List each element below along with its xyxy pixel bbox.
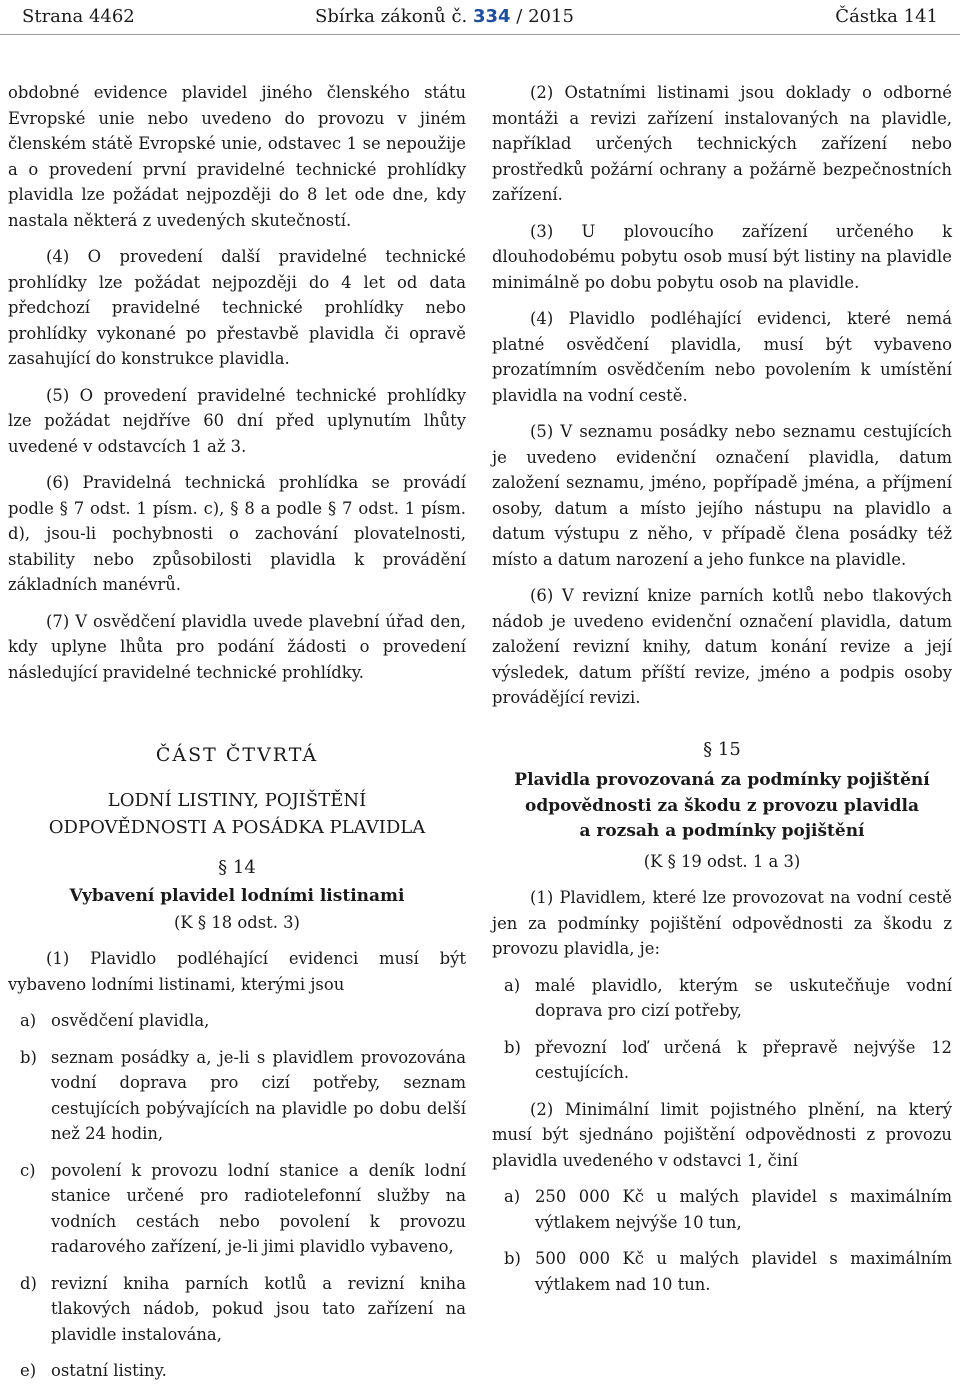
part-heading-line-1: LODNÍ LISTINY, POJIŠTĚNÍ bbox=[107, 789, 367, 811]
list-item bbox=[492, 973, 952, 1024]
list-marker: b) bbox=[20, 1047, 37, 1067]
paragraph-7: (7) V osvědčení plavidla uvede plavební úřad den, kdy uplyne lhůta pro podání žádosti o provedení následující pravidelné technické prohlídky. bbox=[8, 611, 466, 682]
list-item bbox=[492, 1035, 952, 1086]
list-marker: d) bbox=[20, 1273, 37, 1293]
list-item-text: seznam posádky a, je-li s plavidlem provozována vodní doprava pro cizí potřeby, seznam cestujících pobývajících na plavidle po dobu delší než 24 hodin, bbox=[51, 1047, 466, 1143]
right-column bbox=[492, 80, 952, 1308]
list-item bbox=[492, 1184, 952, 1235]
list-item-text: 500 000 Kč u malých plavidel s maximálním výtlakem nad 10 tun. bbox=[535, 1249, 952, 1294]
paragraph-6: (6) V revizní knize parních kotlů nebo tlakových nádob je uvedeno evidenční označení plavidla, datum založení revizní knihy, datum konání revize a její výsledek, datum příští revize, jméno a podpis osoby provádějící revizi. bbox=[492, 586, 952, 707]
list-marker: c) bbox=[20, 1160, 36, 1180]
section-15-paragraph-2: (2) Minimální limit pojistného plnění, na který musí být sjednáno pojištění odpovědnosti z provozu plavidla uvedeného v odstavci 1, činí bbox=[492, 1099, 952, 1170]
plavidla-list bbox=[492, 973, 952, 1086]
paragraph-4: (4) Plavidlo podléhající evidenci, které nemá platné osvědčení plavidla, musí být vybaveno prozatímním osvědčením nebo povolením k umístění plavidla na vodní cestě. bbox=[492, 309, 952, 405]
section-title: Vybavení plavidel lodními listinami bbox=[69, 886, 405, 906]
collection-title bbox=[315, 0, 574, 34]
section-number: § 14 bbox=[218, 856, 256, 878]
paragraph-3: (3) U plovoucího zařízení určeného k dlouhodobému pobytu osob musí být listiny na plavidle minimálně po dobu pobytu osob na plavidle. bbox=[492, 221, 952, 292]
paragraph-2: (2) Ostatními listinami jsou doklady o odborné montáži a revizi zařízení instalovaných na plavidle, například určených technických zařízení nebo prostředků požární ochrany a požárně bezpečnostních zařízení. bbox=[492, 83, 952, 204]
limit-list bbox=[492, 1184, 952, 1297]
collection-year: / 2015 bbox=[516, 6, 574, 27]
paragraph-6: (6) Pravidelná technická prohlídka se provádí podle § 7 odst. 1 písm. c), § 8 a podle § 7 odst. 1 písm. d), jsou-li pochybnosti o zachování plovatelnosti, stability nebo způsobilosti plavidla k provádění základních manévrů. bbox=[8, 473, 466, 594]
paragraph-continued: obdobné evidence plavidel jiného členského státu Evropské unie nebo uvedeno do provozu v jiném členském státě Evropské unie, odstavec 1 se nepoužije a o provedení první pravidelné technické prohlídky plavidla lze požádat nejpozději do 8 let ode dne, kdy nastala některá z uvedených skutečností. bbox=[8, 83, 466, 230]
section-15-paragraph-1: (1) Plavidlem, které lze provozovat na vodní cestě jen za podmínky pojištění odpovědnosti za škodu z provozu plavidla, je: bbox=[492, 888, 952, 958]
section-14-paragraph-1: (1) Plavidlo podléhající evidenci musí být vybaveno lodními listinami, kterými jsou bbox=[8, 949, 466, 994]
section-title-line-2: odpovědnosti za škodu z provozu plavidla bbox=[525, 795, 919, 816]
list-item-text: osvědčení plavidla, bbox=[51, 1011, 210, 1030]
part-title: ČÁST ČTVRTÁ bbox=[155, 744, 319, 766]
list-marker: a) bbox=[504, 1187, 521, 1206]
list-item-text: převozní loď určená k přepravě nejvýše 12 cestujících. bbox=[535, 1037, 952, 1082]
section-number: § 15 bbox=[703, 738, 741, 760]
list-item bbox=[8, 1358, 466, 1384]
list-marker: a) bbox=[20, 1011, 37, 1030]
part-heading-line-2: ODPOVĚDNOSTI A POSÁDKA PLAVIDLA bbox=[48, 816, 426, 838]
page-header bbox=[0, 0, 960, 34]
list-item-text: povolení k provozu lodní stanice a deník lodní stanice určené pro radiotelefonní služby na vodních cestách nebo povolení k provozu radarového zařízení, je-li jimi plavidlo vybaveno, bbox=[51, 1160, 466, 1256]
list-item-text: malé plavidlo, kterým se uskutečňuje vodní doprava pro cizí potřeby, bbox=[535, 975, 952, 1020]
list-marker: e) bbox=[20, 1361, 37, 1380]
section-title-line-1: Plavidla provozovaná za podmínky pojištění bbox=[514, 770, 930, 790]
list-marker: b) bbox=[504, 1037, 521, 1057]
list-item bbox=[8, 1045, 466, 1147]
list-item-text: ostatní listiny. bbox=[51, 1361, 167, 1380]
section-reference: (K § 19 odst. 1 a 3) bbox=[643, 851, 801, 871]
section-reference: (K § 18 odst. 3) bbox=[174, 912, 300, 932]
issue-number: Částka 141 bbox=[835, 6, 938, 27]
paragraph-4: (4) O provedení další pravidelné technické prohlídky lze požádat nejpozději do 4 let od data předchozí pravidelné technické prohlídky nebo prohlídky vykonané po přestavbě plavidla či opravě zasahující do konstrukce plavidla. bbox=[8, 247, 466, 368]
left-column bbox=[8, 80, 466, 1395]
section-title bbox=[492, 768, 952, 845]
list-item bbox=[8, 1008, 466, 1034]
list-item bbox=[492, 1246, 952, 1297]
section-title-line-3: a rozsah a podmínky pojištění bbox=[579, 821, 865, 841]
law-number: 334 bbox=[472, 6, 511, 27]
page-number: Strana 4462 bbox=[22, 6, 135, 27]
list-marker: b) bbox=[504, 1249, 521, 1268]
list-marker: a) bbox=[504, 975, 521, 995]
header-divider bbox=[0, 34, 960, 35]
list-item-text: revizní kniha parních kotlů a revizní kniha tlakových nádob, pokud jsou tato zařízení na plavidle instalována, bbox=[51, 1273, 466, 1344]
lodni-listiny-list bbox=[8, 1008, 466, 1384]
paragraph-5: (5) V seznamu posádky nebo seznamu cestujících je uvedeno evidenční označení plavidla, datum založení seznamu, jméno, popřípadě jména, a příjmení osoby, datum a místo jejího nástupu na plavidlo a datum výstupu z něho, v případě člena posádky též místo a datum narození a jeho funkce na plavidle. bbox=[492, 422, 952, 569]
list-item-text: 250 000 Kč u malých plavidel s maximálním výtlakem nejvýše 10 tun, bbox=[535, 1187, 952, 1232]
list-item bbox=[8, 1271, 466, 1348]
collection-prefix: Sbírka zákonů č. bbox=[315, 6, 468, 27]
part-heading bbox=[8, 787, 466, 841]
list-item bbox=[8, 1158, 466, 1260]
paragraph-5: (5) O provedení pravidelné technické prohlídky lze požádat nejdříve 60 dní před uplynutím lhůty uvedené v odstavcích 1 až 3. bbox=[8, 385, 466, 456]
